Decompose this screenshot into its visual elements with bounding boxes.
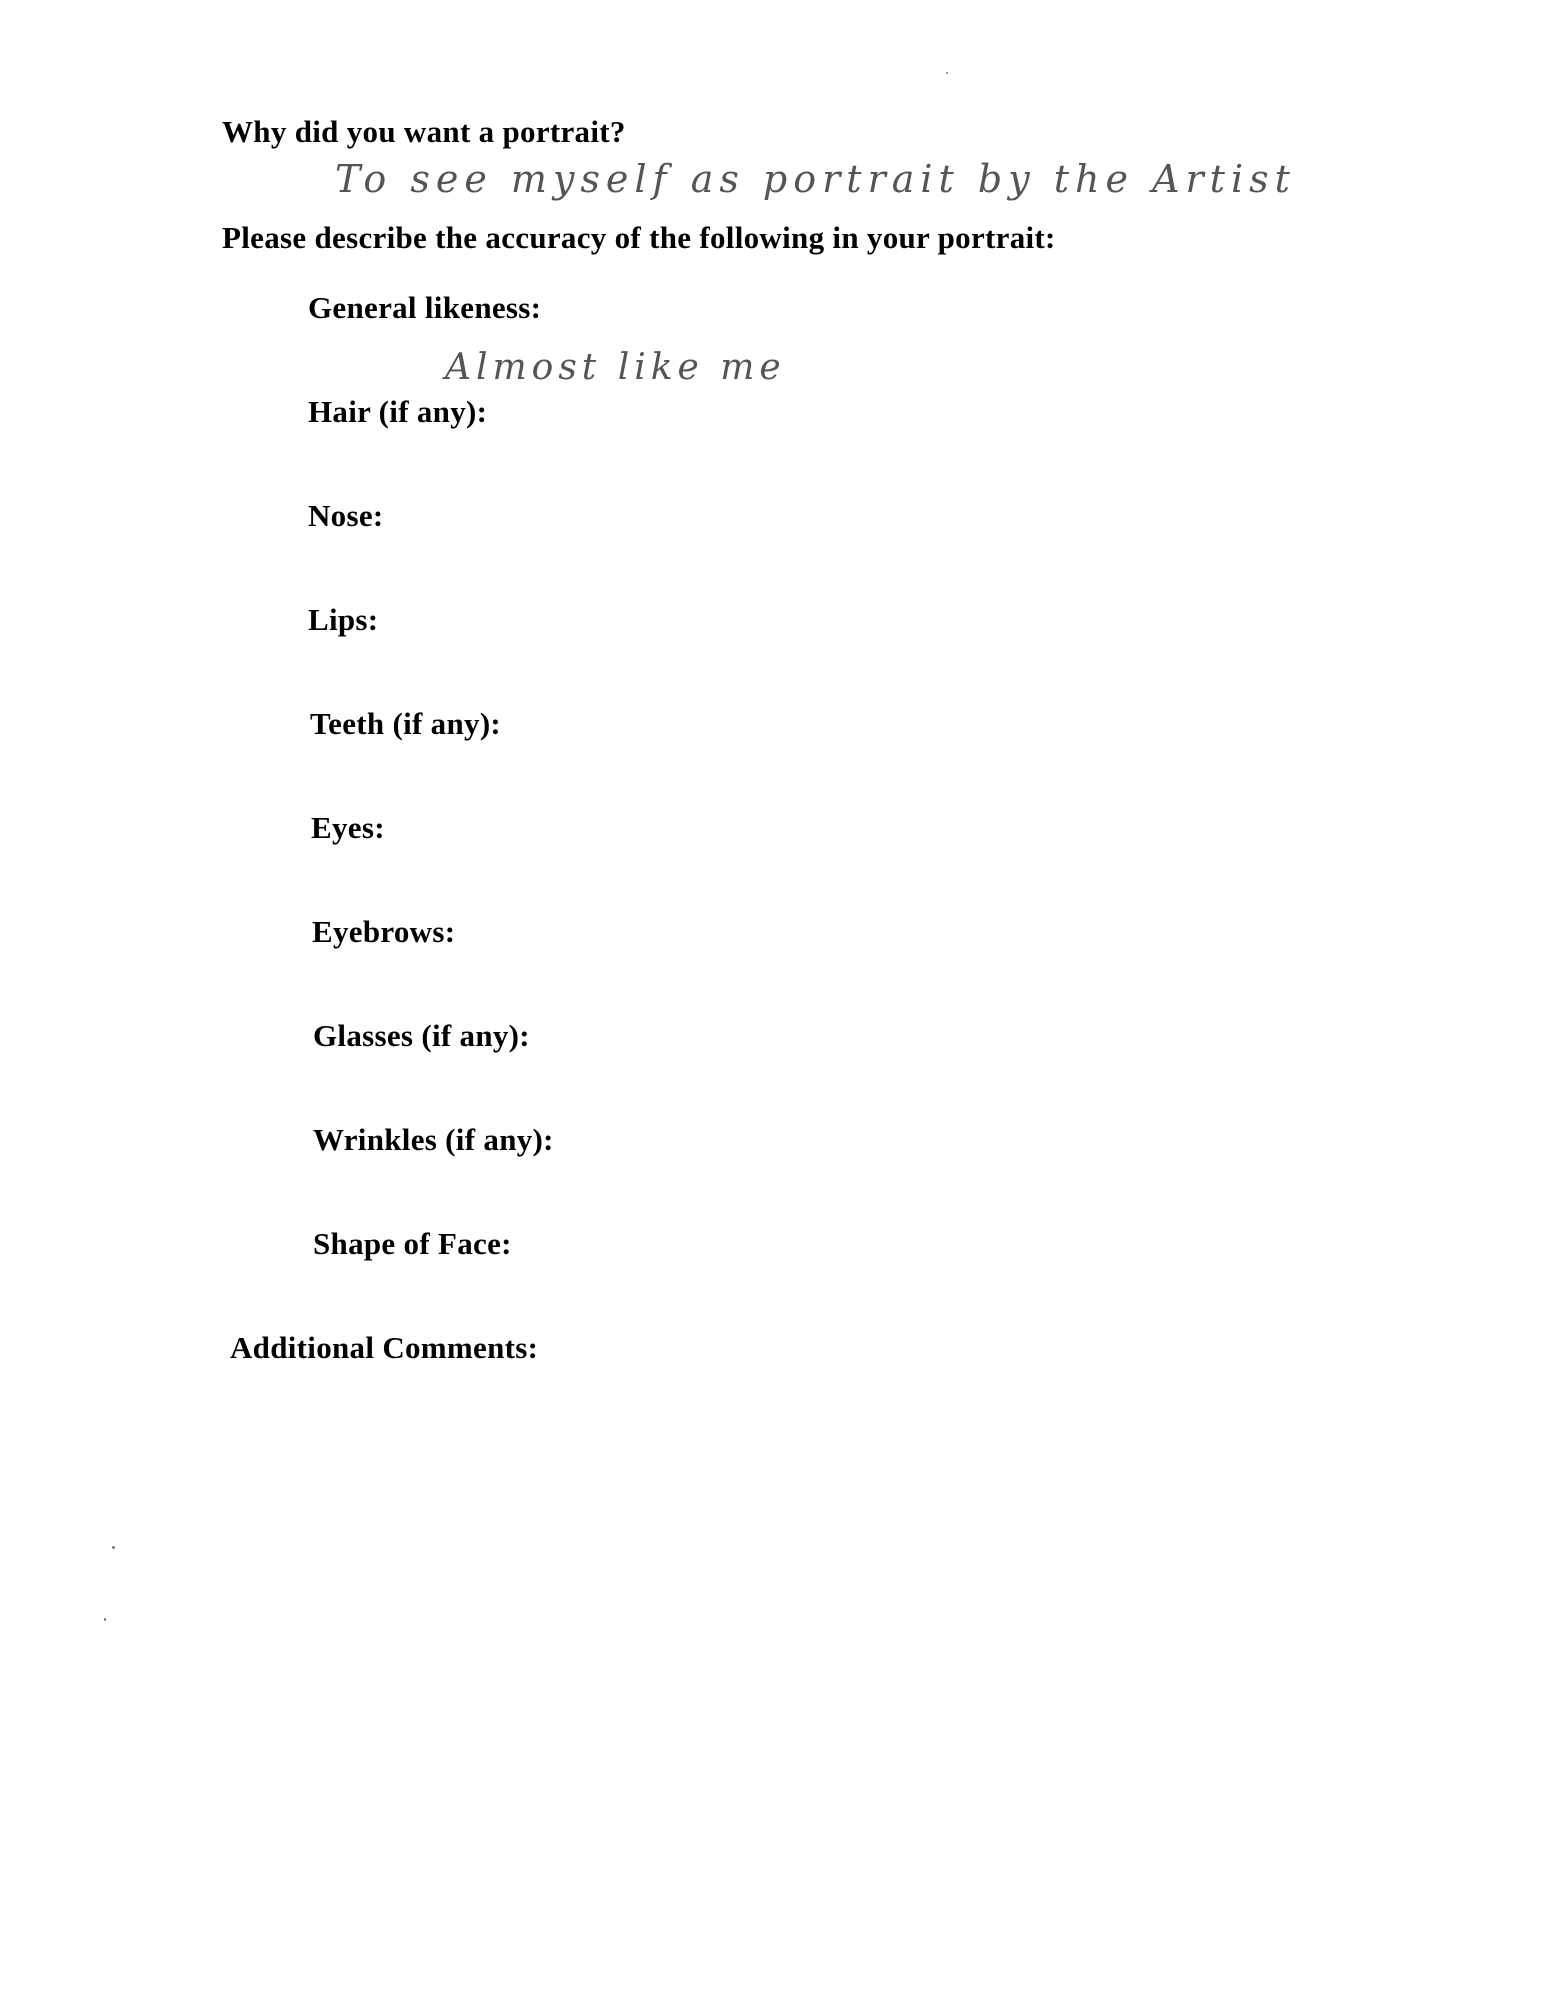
label-wrinkles: Wrinkles (if any): [313, 1122, 554, 1157]
scan-speck [946, 72, 948, 74]
label-glasses: Glasses (if any): [313, 1018, 530, 1053]
label-teeth: Teeth (if any): [310, 706, 502, 741]
label-lips: Lips: [308, 602, 379, 637]
accuracy-prompt: Please describe the accuracy of the following in your portrait: [222, 220, 1056, 255]
why-question: Why did you want a portrait? [222, 114, 626, 149]
label-shape-of-face: Shape of Face: [313, 1226, 512, 1261]
why-answer-handwritten: To see myself as portrait by the Artist [335, 157, 1296, 201]
label-general-likeness: General likeness: [308, 290, 542, 325]
label-eyebrows: Eyebrows: [312, 914, 456, 949]
scan-speck [112, 1546, 115, 1549]
additional-comments-label: Additional Comments: [230, 1330, 539, 1365]
label-hair: Hair (if any): [308, 394, 488, 429]
label-eyes: Eyes: [311, 810, 385, 845]
scan-speck [104, 1618, 106, 1621]
label-nose: Nose: [308, 498, 384, 533]
answer-general-likeness-handwritten: Almost like me [445, 347, 786, 388]
